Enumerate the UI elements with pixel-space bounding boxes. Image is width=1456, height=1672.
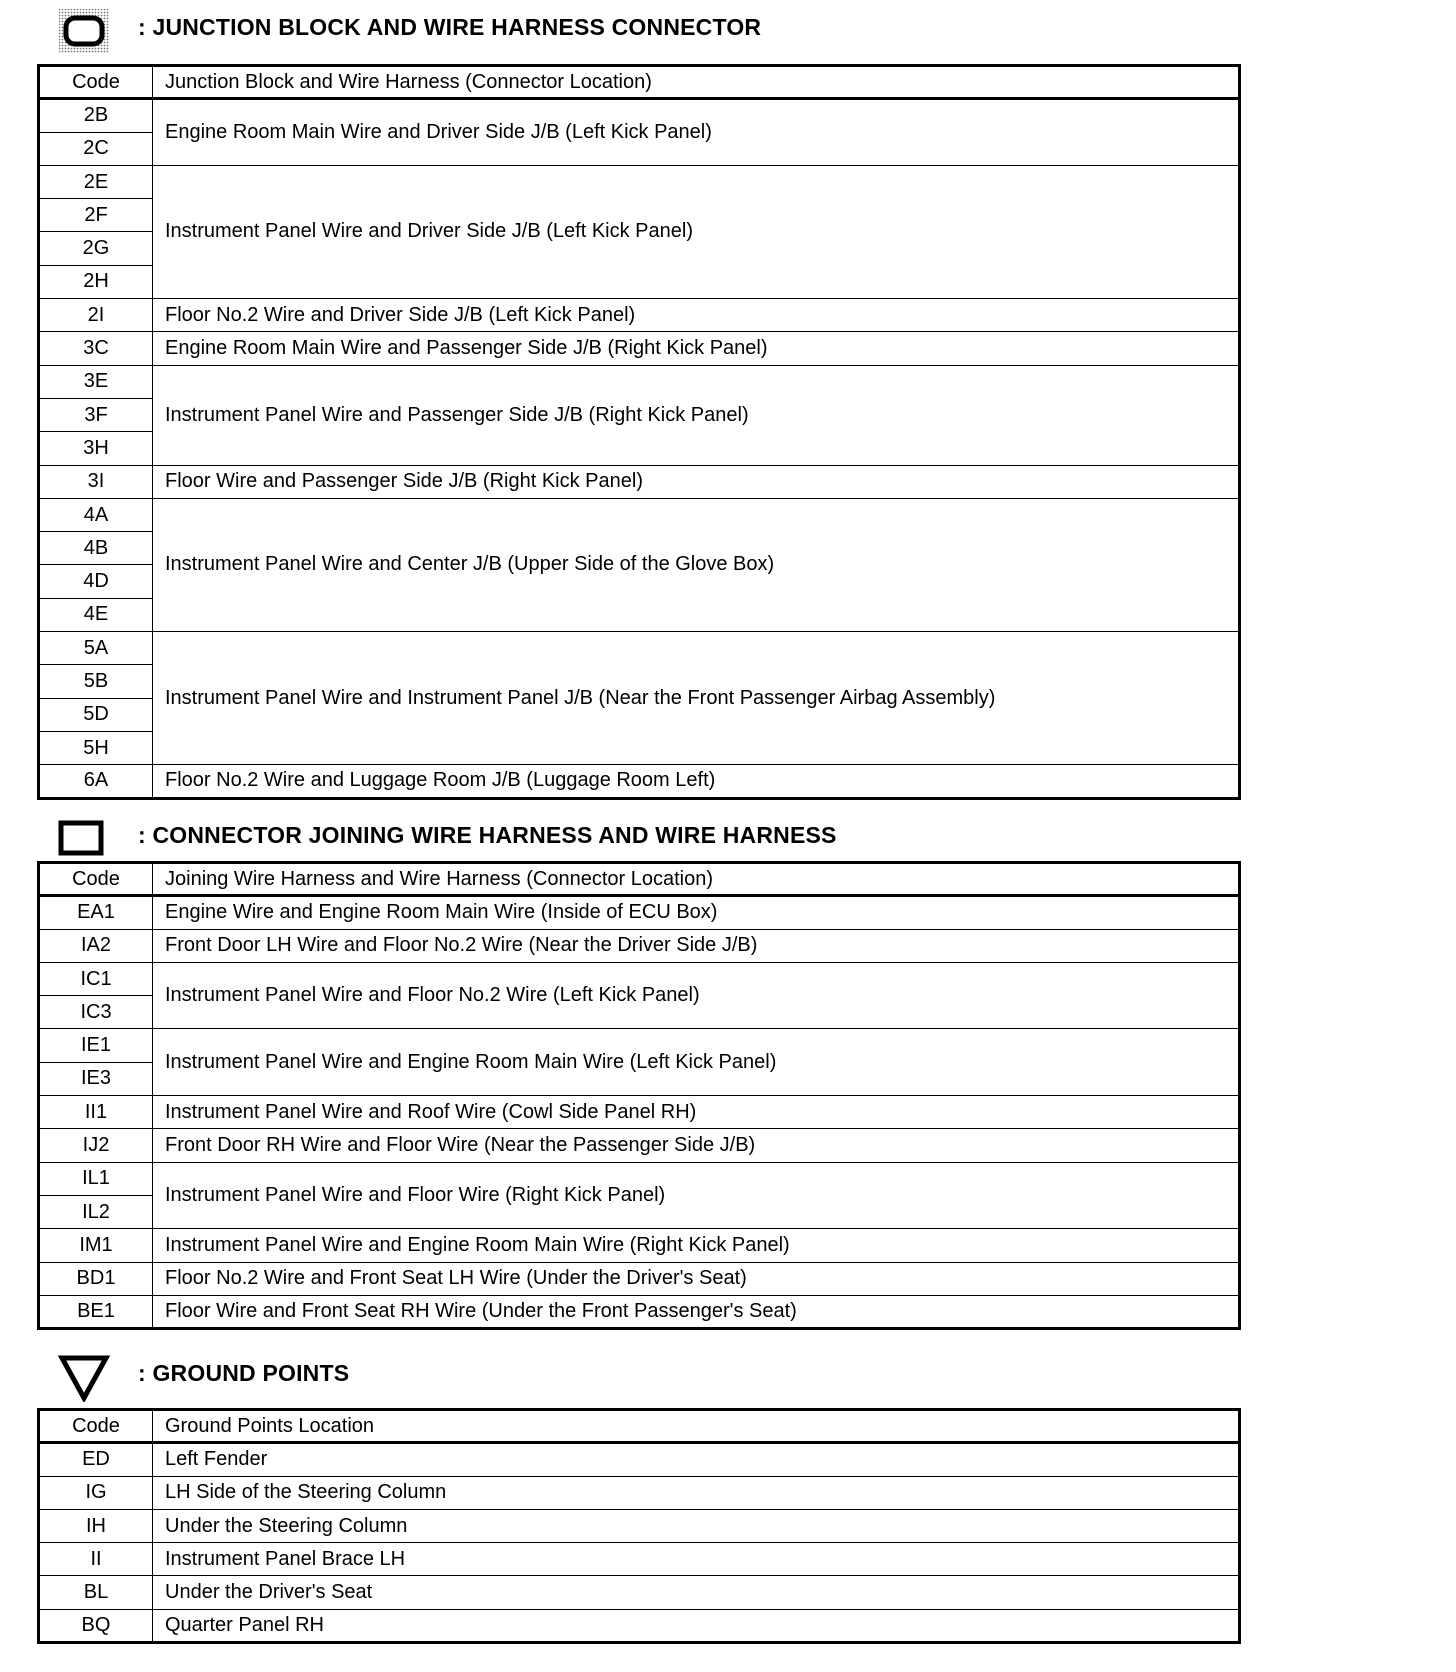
- table-row: [39, 1096, 1240, 1129]
- connector-code: 2F: [39, 199, 153, 232]
- table-row: [39, 1295, 1240, 1328]
- table-header-row: [39, 66, 1240, 99]
- connector-location: Quarter Panel RH: [153, 1609, 1240, 1642]
- connector-code: 3H: [39, 432, 153, 465]
- connector-location: Floor No.2 Wire and Front Seat LH Wire (Under the Driver's Seat): [153, 1262, 1240, 1295]
- connector-location: Under the Steering Column: [153, 1509, 1240, 1542]
- connector-location: Left Fender: [153, 1443, 1240, 1476]
- connector-location: Floor No.2 Wire and Luggage Room J/B (Luggage Room Left): [153, 765, 1240, 798]
- connector-code: 2G: [39, 232, 153, 265]
- connector-code: IL1: [39, 1162, 153, 1195]
- section-title: : GROUND POINTS: [138, 1360, 350, 1386]
- connector-code: EA1: [39, 896, 153, 929]
- connector-code: 3C: [39, 332, 153, 365]
- column-header-location: Junction Block and Wire Harness (Connector Location): [153, 66, 1240, 99]
- connector-code: BL: [39, 1576, 153, 1609]
- connector-code: II1: [39, 1096, 153, 1129]
- connector-code: IE1: [39, 1029, 153, 1062]
- junction-block-table: [37, 64, 1241, 800]
- connector-location: Under the Driver's Seat: [153, 1576, 1240, 1609]
- connector-code: II: [39, 1543, 153, 1576]
- connector-code: 4D: [39, 565, 153, 598]
- connector-location: Instrument Panel Wire and Passenger Side J/B (Right Kick Panel): [153, 365, 1240, 465]
- connector-code: IC1: [39, 962, 153, 995]
- connector-location: Instrument Panel Brace LH: [153, 1543, 1240, 1576]
- table-row: [39, 1443, 1240, 1476]
- connector-code: IC3: [39, 996, 153, 1029]
- connector-location: Instrument Panel Wire and Engine Room Main Wire (Left Kick Panel): [153, 1029, 1240, 1096]
- connector-location: Floor Wire and Passenger Side J/B (Right Kick Panel): [153, 465, 1240, 498]
- table-row: [39, 365, 1240, 398]
- column-header-code: Code: [39, 1410, 153, 1443]
- table-header-row: [39, 863, 1240, 896]
- table-row: [39, 1509, 1240, 1542]
- connector-location: Engine Room Main Wire and Driver Side J/B (Left Kick Panel): [153, 99, 1240, 166]
- connector-code: BE1: [39, 1295, 153, 1328]
- connector-location: Engine Room Main Wire and Passenger Side J/B (Right Kick Panel): [153, 332, 1240, 365]
- connector-code: 5D: [39, 698, 153, 731]
- ground-triangle-icon: [58, 1354, 110, 1402]
- connector-location: Instrument Panel Wire and Center J/B (Upper Side of the Glove Box): [153, 498, 1240, 631]
- section-title: : CONNECTOR JOINING WIRE HARNESS AND WIRE HARNESS: [138, 822, 837, 848]
- connector-table: [37, 861, 1241, 1330]
- table-row: [39, 498, 1240, 531]
- table-row: [39, 1543, 1240, 1576]
- connector-location: LH Side of the Steering Column: [153, 1476, 1240, 1509]
- table-row: [39, 1609, 1240, 1642]
- connector-location: Instrument Panel Wire and Engine Room Main Wire (Right Kick Panel): [153, 1229, 1240, 1262]
- table-header-row: [39, 1410, 1240, 1443]
- connector-location: Floor Wire and Front Seat RH Wire (Under the Front Passenger's Seat): [153, 1295, 1240, 1328]
- connector-code: 2B: [39, 99, 153, 132]
- connector-code: 5A: [39, 632, 153, 665]
- table-row: [39, 1262, 1240, 1295]
- table-row: [39, 1029, 1240, 1062]
- connector-location: Engine Wire and Engine Room Main Wire (Inside of ECU Box): [153, 896, 1240, 929]
- ground-points-table: [37, 1408, 1241, 1644]
- junction-block-icon: [58, 8, 110, 54]
- table-row: [39, 1229, 1240, 1262]
- table-row: [39, 1162, 1240, 1195]
- column-header-location: Joining Wire Harness and Wire Harness (Connector Location): [153, 863, 1240, 896]
- connector-code: 2H: [39, 265, 153, 298]
- table-row: [39, 332, 1240, 365]
- connector-code: IG: [39, 1476, 153, 1509]
- connector-location: Instrument Panel Wire and Floor Wire (Right Kick Panel): [153, 1162, 1240, 1229]
- table-row: [39, 896, 1240, 929]
- connector-code: 2I: [39, 299, 153, 332]
- connector-code: 4B: [39, 532, 153, 565]
- column-header-code: Code: [39, 66, 153, 99]
- connector-code: IA2: [39, 929, 153, 962]
- table-row: [39, 632, 1240, 665]
- connector-code: IM1: [39, 1229, 153, 1262]
- connector-code: IL2: [39, 1195, 153, 1228]
- connector-code: 3I: [39, 465, 153, 498]
- connector-location: Front Door RH Wire and Floor Wire (Near the Passenger Side J/B): [153, 1129, 1240, 1162]
- table-row: [39, 165, 1240, 198]
- table-row: [39, 929, 1240, 962]
- connector-code: 5H: [39, 731, 153, 764]
- column-header-location: Ground Points Location: [153, 1410, 1240, 1443]
- column-header-code: Code: [39, 863, 153, 896]
- table-row: [39, 765, 1240, 798]
- connector-code: BD1: [39, 1262, 153, 1295]
- connector-location: Floor No.2 Wire and Driver Side J/B (Left Kick Panel): [153, 299, 1240, 332]
- connector-location: Front Door LH Wire and Floor No.2 Wire (Near the Driver Side J/B): [153, 929, 1240, 962]
- connector-code: IE3: [39, 1062, 153, 1095]
- connector-code: 2C: [39, 132, 153, 165]
- connector-code: BQ: [39, 1609, 153, 1642]
- connector-location: Instrument Panel Wire and Instrument Panel J/B (Near the Front Passenger Airbag Assembly): [153, 632, 1240, 765]
- connector-code: 3E: [39, 365, 153, 398]
- table-row: [39, 99, 1240, 132]
- table-row: [39, 1476, 1240, 1509]
- connector-code: 4E: [39, 598, 153, 631]
- connector-code: 4A: [39, 498, 153, 531]
- table-row: [39, 299, 1240, 332]
- table-row: [39, 1576, 1240, 1609]
- section-title: : JUNCTION BLOCK AND WIRE HARNESS CONNECTOR: [138, 14, 762, 40]
- connector-code: 2E: [39, 165, 153, 198]
- connector-code: ED: [39, 1443, 153, 1476]
- connector-code: IJ2: [39, 1129, 153, 1162]
- connector-code: 6A: [39, 765, 153, 798]
- connector-code: 5B: [39, 665, 153, 698]
- connector-location: Instrument Panel Wire and Driver Side J/B (Left Kick Panel): [153, 165, 1240, 298]
- connector-square-icon: [58, 820, 104, 856]
- table-row: [39, 1129, 1240, 1162]
- connector-code: IH: [39, 1509, 153, 1542]
- connector-code: 3F: [39, 398, 153, 431]
- connector-location: Instrument Panel Wire and Floor No.2 Wire (Left Kick Panel): [153, 962, 1240, 1029]
- table-row: [39, 962, 1240, 995]
- table-row: [39, 465, 1240, 498]
- connector-location: Instrument Panel Wire and Roof Wire (Cowl Side Panel RH): [153, 1096, 1240, 1129]
